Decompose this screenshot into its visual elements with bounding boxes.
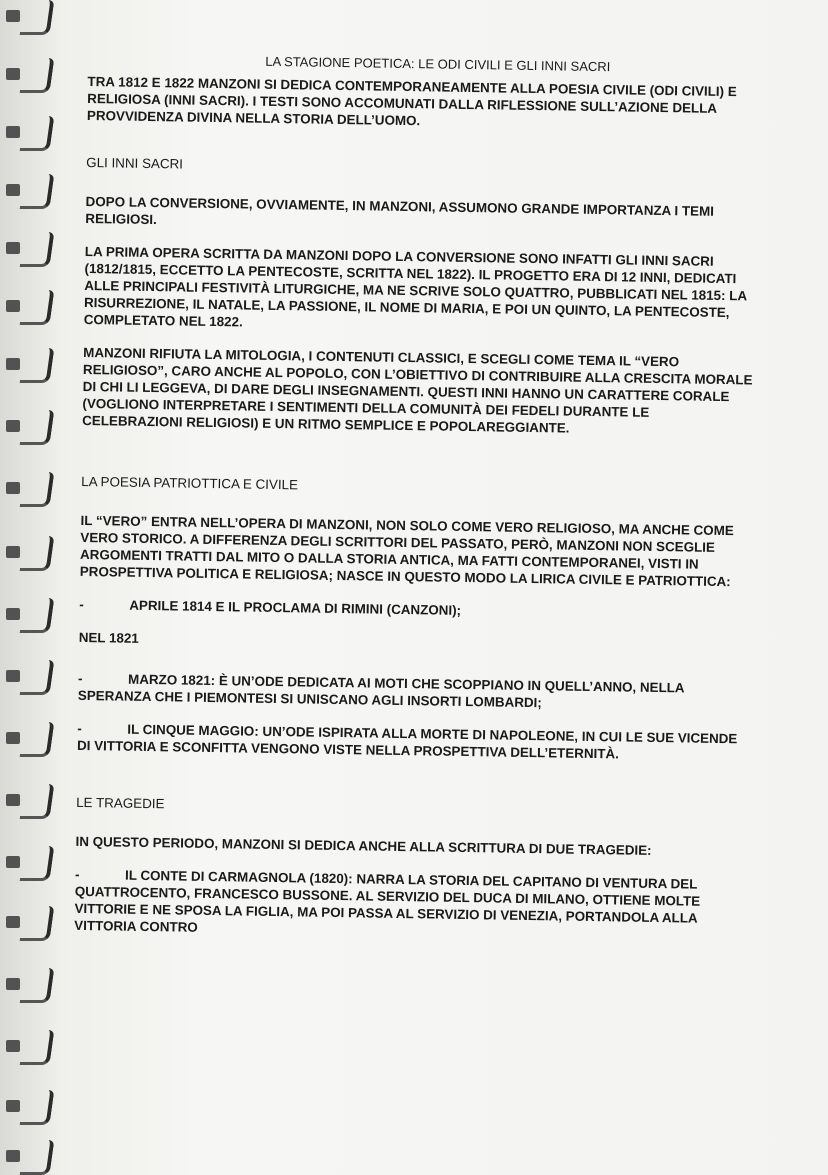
paragraph: IN QUESTO PERIODO, MANZONI SI DEDICA ANCHE ALLA SCRITTURA DI DUE TRAGEDIE:: [75, 833, 652, 858]
binding-ring: [6, 906, 50, 940]
binding-ring: [6, 174, 50, 208]
document-body: [74, 50, 758, 960]
bullet-marker: -: [77, 720, 82, 736]
binding-ring: [6, 846, 50, 880]
binding-ring: [6, 0, 50, 34]
list-item: [77, 720, 747, 765]
paragraph: MANZONI RIFIUTA LA MITOLOGIA, I CONTENUTI CLASSICI, E SCEGLI COME TEMA IL “VERO RELIGIOSO”, CARO ANCHE AL POPOLO, CON L’OBIETTIVO DI CONTRIBUIRE ALLA CRESCITA MORALE DI CHI LI LEGGEVA, DI DARE DEGLI INSEGNAMENTI. QUESTI INNI HANNO UN CARATTERE CORALE (VOGLIONO INTERPRETARE I SENTIMENTI DELLA COMUNITÀ DEI FEDELI DURANTE LE CELEBRAZIONI RELIGIOSI) E UN RITMO SEMPLICE E POPOLAREGGIANTE.: [82, 344, 753, 436]
binding-ring: [6, 348, 50, 382]
binding-ring: [6, 536, 50, 570]
binding-ring: [6, 1140, 50, 1174]
list-item-text: MARZO 1821: È UN’ODE DEDICATA AI MOTI CHE SCOPPIANO IN QUELL’ANNO, NELLA SPERANZA CHE I PIEMONTESI SI UNISCANO AGLI INSORTI LOMBARDI;: [77, 671, 685, 711]
bullet-marker: -: [78, 670, 83, 686]
list-item: [79, 596, 749, 624]
binding-ring: [6, 58, 50, 92]
spiral-binding: [0, 0, 60, 1175]
list-item-text: APRILE 1814 E IL PROCLAMA DI RIMINI (CANZONI);: [129, 597, 462, 618]
binding-ring: [6, 660, 50, 694]
binding-ring: [6, 784, 50, 818]
binding-ring: [6, 472, 50, 506]
binding-ring: [6, 968, 50, 1002]
paragraph: LA PRIMA OPERA SCRITTA DA MANZONI DOPO LA CONVERSIONE SONO INFATTI GLI INNI SACRI (1812/1815, ECCETTO LA PENTECOSTE, SCRITTA NEL 1822). IL PROGETTO ERA DI 12 INNI, DEDICATI ALLE PRINCIPALI FESTIVITÀ LITURGICHE, MA NE SCRIVE SOLO QUATTRO, PUBBLICATI NEL 1815: LA RISURREZIONE, IL NATALE, LA PASSIONE, IL NOME DI MARIA, E POI UN QUINTO, LA PENTECOSTE, COMPLETATO NEL 1822.: [83, 243, 747, 330]
binding-ring: [6, 290, 50, 324]
binding-ring: [6, 722, 50, 756]
page-title: LA STAGIONE POETICA: LE ODI CIVILI E GLI INNI SACRI: [265, 53, 611, 75]
paragraph: IL “VERO” ENTRA NELL’OPERA DI MANZONI, NON SOLO COME VERO RELIGIOSO, MA ANCHE COME VERO STORICO. A DIFFERENZA DEGLI SCRITTORI DEL PASSATO, PERÒ, MANZONI NON SCEGLIE ARGOMENTI TRATTI DAL MITO O DALLA STORIA ANTICA, MA FATTI CONTEMPORANEI, VISTI IN PROSPETTIVA POLITICA E RELIGIOSA; NASCE IN QUESTO MODO LA LIRICA CIVILE E PATRIOTTICA:: [79, 512, 734, 590]
binding-ring: [6, 1030, 50, 1064]
section-heading-poesia-patriottica: LA POESIA PATRIOTTICA E CIVILE: [81, 473, 299, 493]
binding-ring: [6, 232, 50, 266]
bullet-marker: -: [74, 866, 80, 882]
subheading: NEL 1821: [78, 629, 139, 646]
binding-ring: [6, 410, 50, 444]
bullet-marker: -: [79, 596, 84, 613]
binding-ring: [6, 598, 50, 632]
binding-ring: [6, 1090, 50, 1124]
binding-ring: [6, 116, 50, 150]
list-item-text: IL CINQUE MAGGIO: UN’ODE ISPIRATA ALLA MORTE DI NAPOLEONE, IN CUI LE SUE VICENDE DI VITTORIA E SCONFITTA VENGONO VISTE NELLA PROSPETTIVA DELL’ETERNITÀ.: [76, 721, 738, 762]
section-heading-tragedie: LE TRAGEDIE: [76, 794, 165, 812]
list-item: [78, 670, 748, 715]
intro-paragraph: TRA 1812 E 1822 MANZONI SI DEDICA CONTEMPORANEAMENTE ALLA POESIA CIVILE (ODI CIVILI) E RELIGIOSA (INNI SACRI). I TESTI SONO ACCOMUNATI DALLA RIFLESSIONE SULL’AZIONE DELLA PROVVIDENZA DIVINA NELLA STORIA DELL’UOMO.: [86, 73, 737, 129]
list-item-text: IL CONTE DI CARMAGNOLA (1820): NARRA LA STORIA DEL CAPITANO DI VENTURA DEL QUATTROCENTO, FRANCESCO BUSSONE. AL SERVIZIO DEL DUCA DI MILANO, OTTIENE MOLTE VITTORIE E NE SPOSA LA FIGLIA, MA POI PASSA AL SERVIZIO DI VENEZIA, PORTANDOLA ALLA VITTORIA CONTRO: [74, 867, 701, 935]
paragraph: DOPO LA CONVERSIONE, OVVIAMENTE, IN MANZONI, ASSUMONO GRANDE IMPORTANZA I TEMI RELIGIOSI.: [85, 193, 715, 228]
section-heading-inni-sacri: GLI INNI SACRI: [86, 154, 184, 172]
list-item: [74, 866, 745, 945]
